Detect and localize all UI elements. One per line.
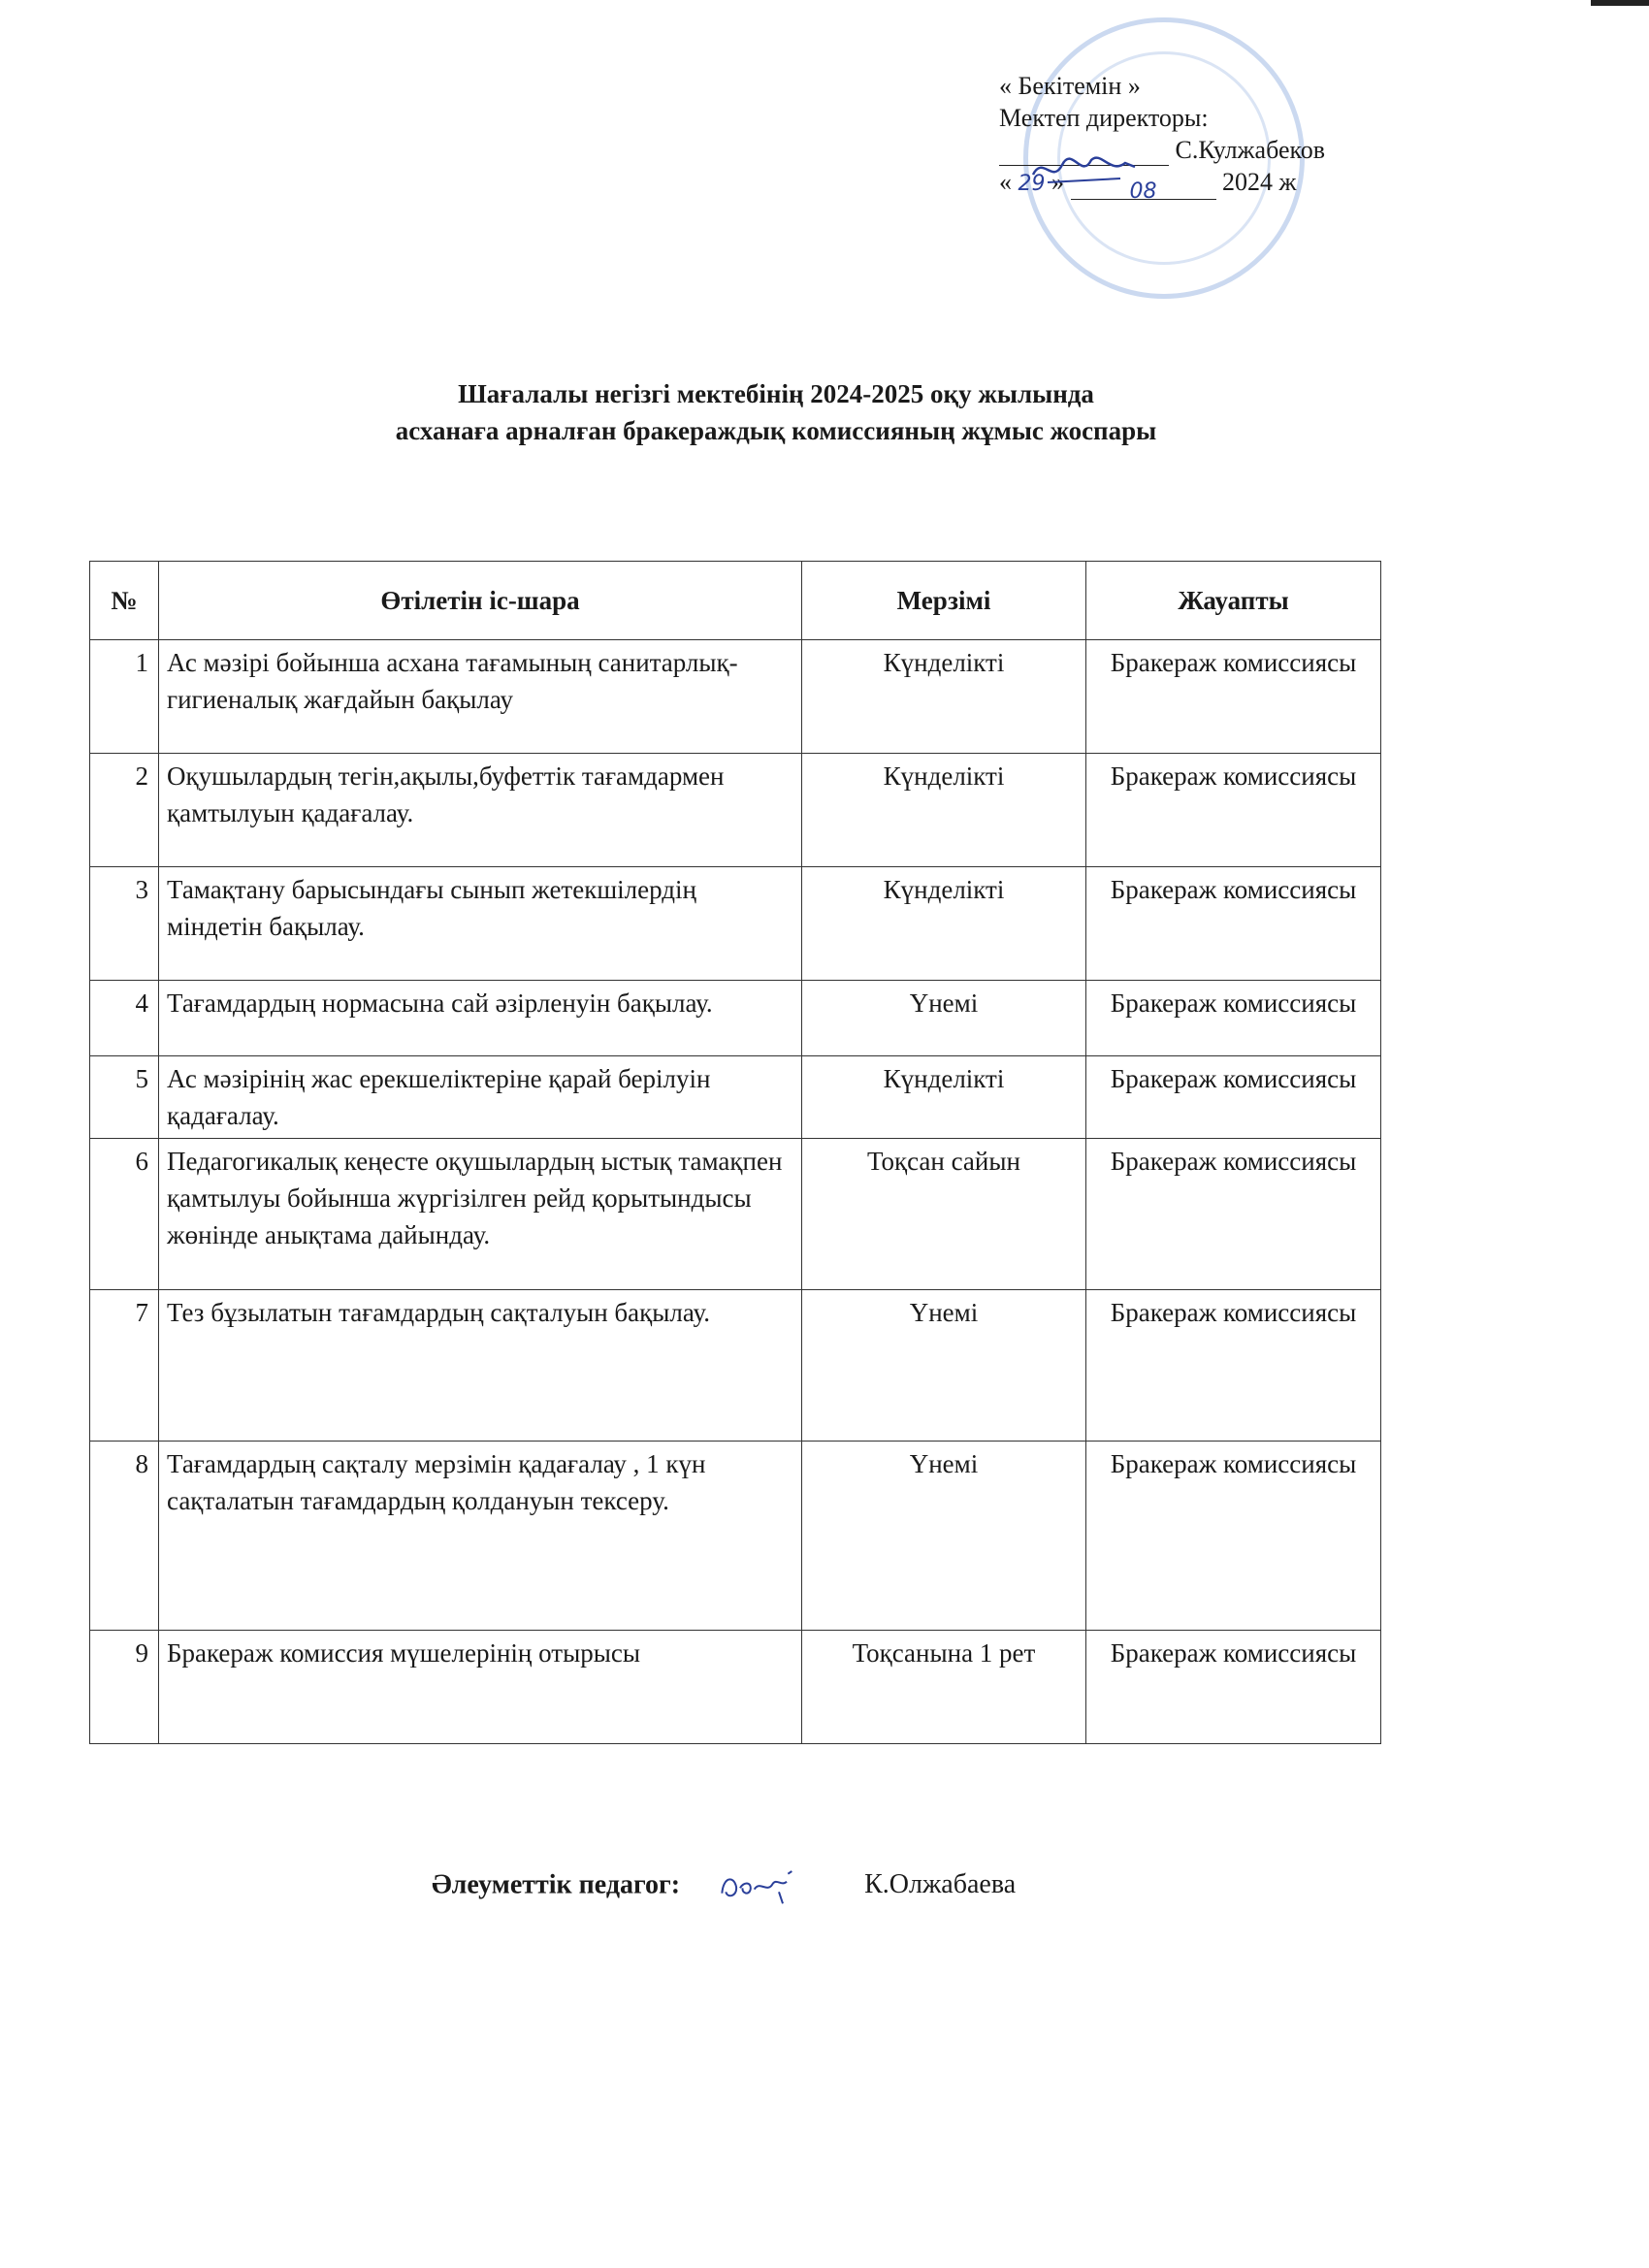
table-row <box>90 1290 1381 1442</box>
director-name: С.Кулжабеков <box>1175 136 1326 164</box>
row-number: 7 <box>90 1290 159 1442</box>
row-term: Тоқсанына 1 рет <box>802 1631 1086 1744</box>
row-responsible: Бракераж комиссиясы <box>1086 1056 1381 1139</box>
row-number: 4 <box>90 981 159 1056</box>
row-responsible: Бракераж комиссиясы <box>1086 1442 1381 1631</box>
row-term: Күнделікті <box>802 754 1086 867</box>
row-term: Үнемі <box>802 1442 1086 1631</box>
table-row <box>90 1139 1381 1290</box>
table-row <box>90 754 1381 867</box>
footer-label: Әлеуметтік педагог: <box>432 1869 681 1900</box>
row-activity: Оқушылардың тегін,ақылы,буфеттік тағамдармен қамтылуын қадағалау. <box>159 754 802 867</box>
approval-title: « Бекітемін » <box>999 72 1141 100</box>
table-row <box>90 867 1381 981</box>
row-number: 2 <box>90 754 159 867</box>
approval-date: « 29 » 08 2024 ж <box>999 168 1297 204</box>
pedagog-signature <box>687 1867 852 1906</box>
row-term: Күнделікті <box>802 867 1086 981</box>
table-row <box>90 981 1381 1056</box>
row-number: 8 <box>90 1442 159 1631</box>
table-header-row <box>90 562 1381 640</box>
footer-signature-block <box>432 1867 1016 1906</box>
scan-corner-mark <box>1591 0 1649 6</box>
row-number: 5 <box>90 1056 159 1139</box>
pedagog-name: К.Олжабаева <box>864 1869 1017 1900</box>
header-term: Мерзімі <box>802 562 1086 640</box>
row-activity: Педагогикалық кеңесте оқушылардың ыстық тамақпен қамтылуы бойынша жүргізілген рейд қорытындысы жөнінде анықтама дайындау. <box>159 1139 802 1290</box>
header-responsible: Жауапты <box>1086 562 1381 640</box>
header-number: № <box>90 562 159 640</box>
row-number: 6 <box>90 1139 159 1290</box>
table-row <box>90 1631 1381 1744</box>
row-responsible: Бракераж комиссиясы <box>1086 867 1381 981</box>
row-responsible: Бракераж комиссиясы <box>1086 640 1381 754</box>
table-row <box>90 640 1381 754</box>
row-term: Күнделікті <box>802 640 1086 754</box>
row-term: Күнделікті <box>802 1056 1086 1139</box>
row-term: Тоқсан сайын <box>802 1139 1086 1290</box>
approval-position: Мектеп директоры: <box>999 104 1209 132</box>
row-activity: Тағамдардың нормасына сай әзірленуін бақылау. <box>159 981 802 1056</box>
row-activity: Бракераж комиссия мүшелерінің отырысы <box>159 1631 802 1744</box>
table-row <box>90 1056 1381 1139</box>
date-day: 29 <box>1018 172 1046 196</box>
director-signature <box>1028 146 1145 194</box>
row-responsible: Бракераж комиссиясы <box>1086 754 1381 867</box>
header-activity: Өтілетін іс-шара <box>159 562 802 640</box>
table-row <box>90 1442 1381 1631</box>
row-number: 3 <box>90 867 159 981</box>
work-plan-table <box>89 561 1381 1744</box>
row-responsible: Бракераж комиссиясы <box>1086 981 1381 1056</box>
row-number: 9 <box>90 1631 159 1744</box>
document-title-line1: Шағалалы негізгі мектебінің 2024-2025 оқу жылында <box>458 379 1094 408</box>
row-term: Үнемі <box>802 981 1086 1056</box>
row-activity: Ас мәзірі бойынша асхана тағамының санитарлық- гигиеналық жағдайын бақылау <box>159 640 802 754</box>
date-month: 08 <box>1129 179 1157 204</box>
row-activity: Тез бұзылатын тағамдардың сақталуын бақылау. <box>159 1290 802 1442</box>
row-responsible: Бракераж комиссиясы <box>1086 1290 1381 1442</box>
row-activity: Тамақтану барысындағы сынып жетекшілердің міндетін бақылау. <box>159 867 802 981</box>
date-year: 2024 ж <box>1222 168 1297 196</box>
row-activity: Тағамдардың сақталу мерзімін қадағалау , 1 күн сақталатын тағамдардың қолдануын тексеру. <box>159 1442 802 1631</box>
row-term: Үнемі <box>802 1290 1086 1442</box>
document-title-line2: асханаға арналған бракераждық комиссияның жұмыс жоспары <box>395 416 1157 445</box>
row-activity: Ас мәзірінің жас ерекшеліктеріне қарай берілуін қадағалау. <box>159 1056 802 1139</box>
row-responsible: Бракераж комиссиясы <box>1086 1139 1381 1290</box>
row-number: 1 <box>90 640 159 754</box>
row-responsible: Бракераж комиссиясы <box>1086 1631 1381 1744</box>
